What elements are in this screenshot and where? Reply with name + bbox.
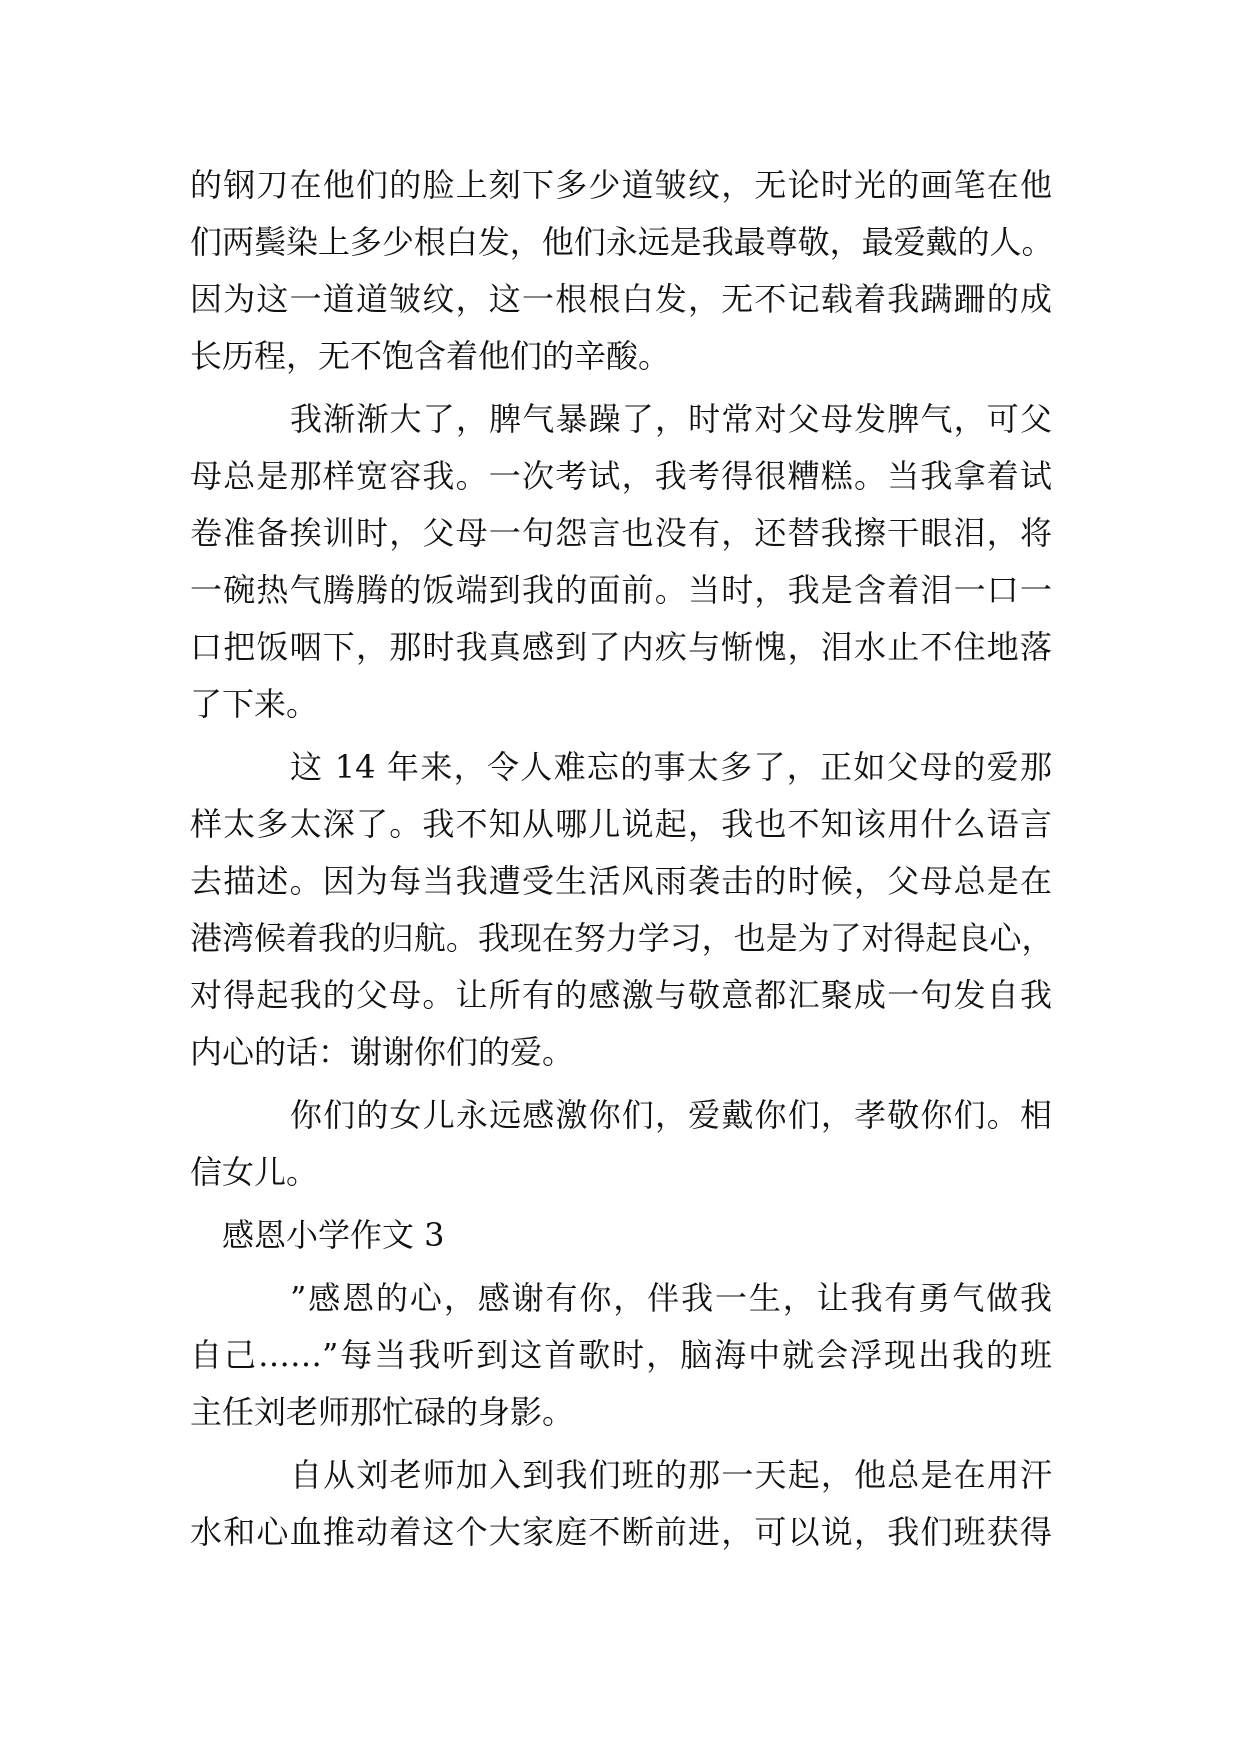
section-title: 感恩小学作文 3 (222, 1216, 445, 1254)
section-heading (190, 1207, 1052, 1264)
text-line: 的钢刀在他们的脸上刻下多少道皱纹，无论时光的画笔在他 (190, 166, 1052, 204)
paragraph (190, 1447, 1052, 1561)
text-line: 因为这一道道皱纹，这一根根白发，无不记载着我蹒跚的成 (190, 280, 1052, 318)
text-line: 水和心血推动着这个大家庭不断前进，可以说，我们班获得 (190, 1513, 1052, 1551)
text-line: 自从刘老师加入到我们班的那一天起，他总是在用汗 (290, 1456, 1052, 1494)
text-line: 母总是那样宽容我。一次考试，我考得很糟糕。当我拿着试 (190, 457, 1052, 495)
text-line: 我渐渐大了，脾气暴躁了，时常对父母发脾气，可父 (290, 400, 1052, 438)
text-line: 了下来。 (190, 685, 319, 723)
essay-section (190, 157, 1052, 1201)
paragraph (190, 739, 1052, 1081)
text-line: 一碗热气腾腾的饭端到我的面前。当时，我是含着泪一口一 (190, 571, 1052, 609)
text-line: 港湾候着我的归航。我现在努力学习，也是为了对得起良心， (190, 919, 1052, 957)
text-line: 信女儿。 (190, 1153, 319, 1191)
text-line: 你们的女儿永远感激你们，爱戴你们，孝敬你们。相 (290, 1096, 1052, 1134)
text-line: 内心的话：谢谢你们的爱。 (190, 1033, 575, 1071)
text-line: 这 14 年来，令人难忘的事太多了，正如父母的爱那 (290, 748, 1052, 786)
text-line: 样太多太深了。我不知从哪儿说起，我也不知该用什么语言 (190, 805, 1052, 843)
text-line: 去描述。因为每当我遭受生活风雨袭击的时候，父母总是在 (190, 862, 1052, 900)
paragraph (190, 391, 1052, 733)
text-line: 主任刘老师那忙碌的身影。 (190, 1393, 575, 1431)
document-body (190, 157, 1052, 1561)
text-line: 自己……”每当我听到这首歌时，脑海中就会浮现出我的班 (190, 1336, 1052, 1374)
text-line: 长历程，无不饱含着他们的辛酸。 (190, 337, 671, 375)
paragraph (190, 1270, 1052, 1441)
text-line: 对得起我的父母。让所有的感激与敬意都汇聚成一句发自我 (190, 976, 1052, 1014)
paragraph (190, 157, 1052, 385)
text-line: ”感恩的心，感谢有你，伴我一生，让我有勇气做我 (290, 1279, 1052, 1317)
text-line: 卷准备挨训时，父母一句怨言也没有，还替我擦干眼泪，将 (190, 514, 1052, 552)
paragraph (190, 1087, 1052, 1201)
essay-section (190, 1207, 1052, 1561)
text-line: 口把饭咽下，那时我真感到了内疚与惭愧，泪水止不住地落 (190, 628, 1052, 666)
text-line: 们两鬓染上多少根白发，他们永远是我最尊敬，最爱戴的人。 (190, 223, 1052, 261)
